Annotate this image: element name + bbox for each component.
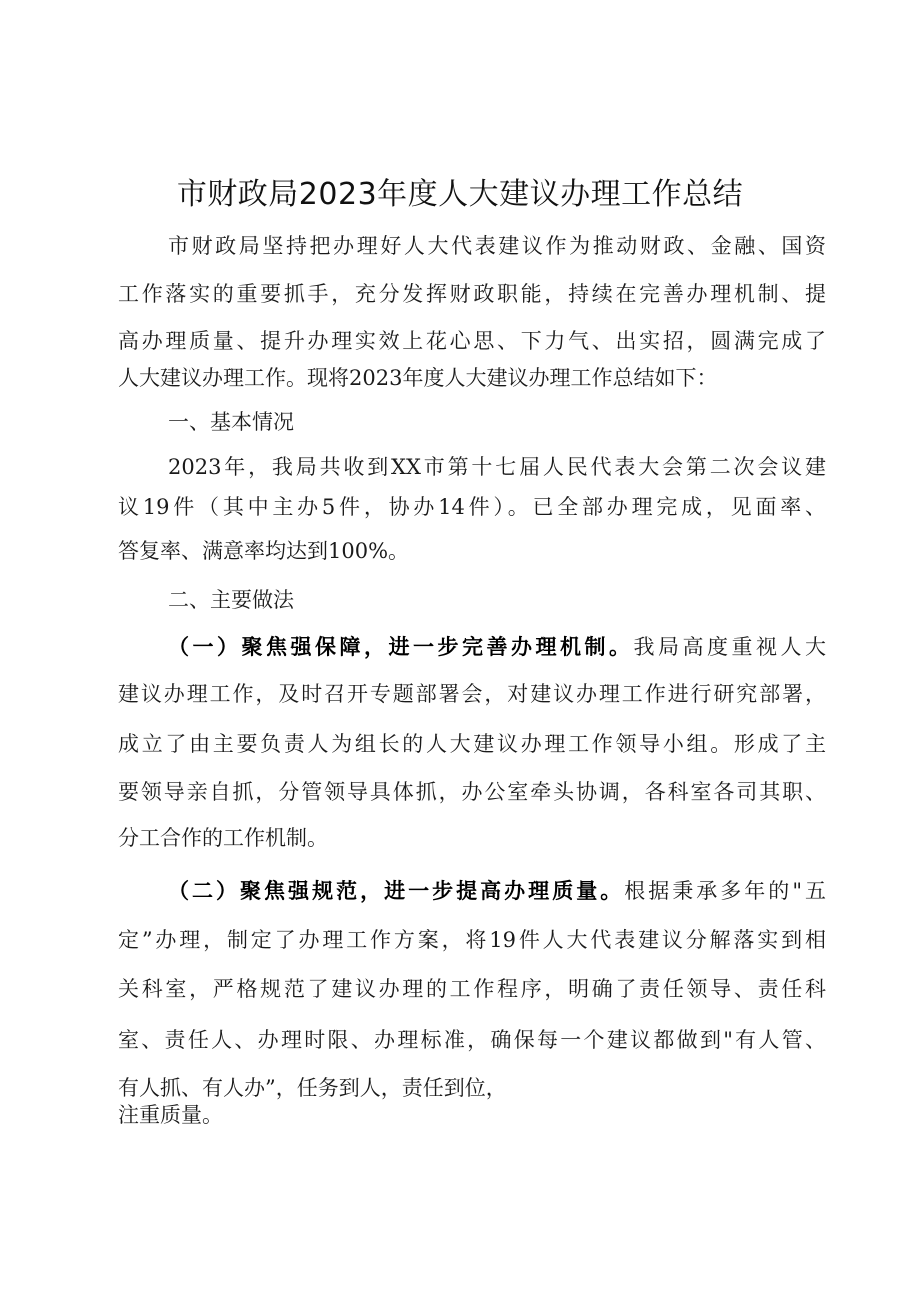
item2-line-5: 有人抓、有人办”，任务到人，责任到位， [118, 1076, 507, 1100]
section1-line-1: 2023年，我局共收到XX市第十七届人民代表大会第二次会议建 [168, 455, 826, 479]
intro-line-4: 人大建议办理工作。现将2023年度人大建议办理工作总结如下： [118, 366, 718, 390]
intro-line-3: 高办理质量、提升办理实效上花心思、下力气、出实招，圆满完成了 [118, 329, 826, 353]
item1-first-line [168, 633, 826, 661]
item2-line-6: 注重质量。 [118, 1103, 223, 1127]
item2-line-4: 室、责任人、办理时限、办理标准，确保每一个建议都做到"有人管、 [118, 1028, 826, 1052]
item2-line-2: 定”办理，制定了办理工作方案，将19件人大代表建议分解落实到相 [118, 928, 826, 952]
item1-first-rest: 我局高度重视人大 [633, 635, 826, 659]
item1-bold-heading: （一）聚焦强保障，进一步完善办理机制。 [168, 634, 634, 659]
section2-heading: 二、主要做法 [168, 588, 294, 612]
section1-line-2: 议19件（其中主办5件，协办14件）。已全部办理完成，见面率、 [118, 495, 826, 519]
item2-first-rest: 根据秉承多年的"五 [624, 879, 826, 903]
item2-first-line [168, 877, 826, 905]
item1-line-5: 分工合作的工作机制。 [118, 826, 328, 850]
section1-line-3: 答复率、满意率均达到100%。 [118, 539, 410, 563]
item1-line-4: 要领导亲自抓，分管领导具体抓，办公室牵头协调，各科室各司其职、 [118, 780, 826, 804]
intro-line-2: 工作落实的重要抓手，充分发挥财政职能，持续在完善办理机制、提 [118, 282, 826, 306]
item2-line-3: 关科室，严格规范了建议办理的工作程序，明确了责任领导、责任科 [118, 977, 826, 1001]
item1-line-3: 成立了由主要负责人为组长的人大建议办理工作领导小组。形成了主 [118, 732, 826, 756]
item1-line-2: 建议办理工作，及时召开专题部署会，对建议办理工作进行研究部署， [118, 682, 826, 706]
intro-line-1: 市财政局坚持把办理好人大代表建议作为推动财政、金融、国资 [168, 234, 826, 258]
document-title: 市财政局2023年度人大建议办理工作总结 [176, 177, 744, 212]
item2-bold-heading: （二）聚焦强规范，进一步提高办理质量。 [168, 878, 625, 903]
section1-heading: 一、基本情况 [168, 410, 294, 434]
